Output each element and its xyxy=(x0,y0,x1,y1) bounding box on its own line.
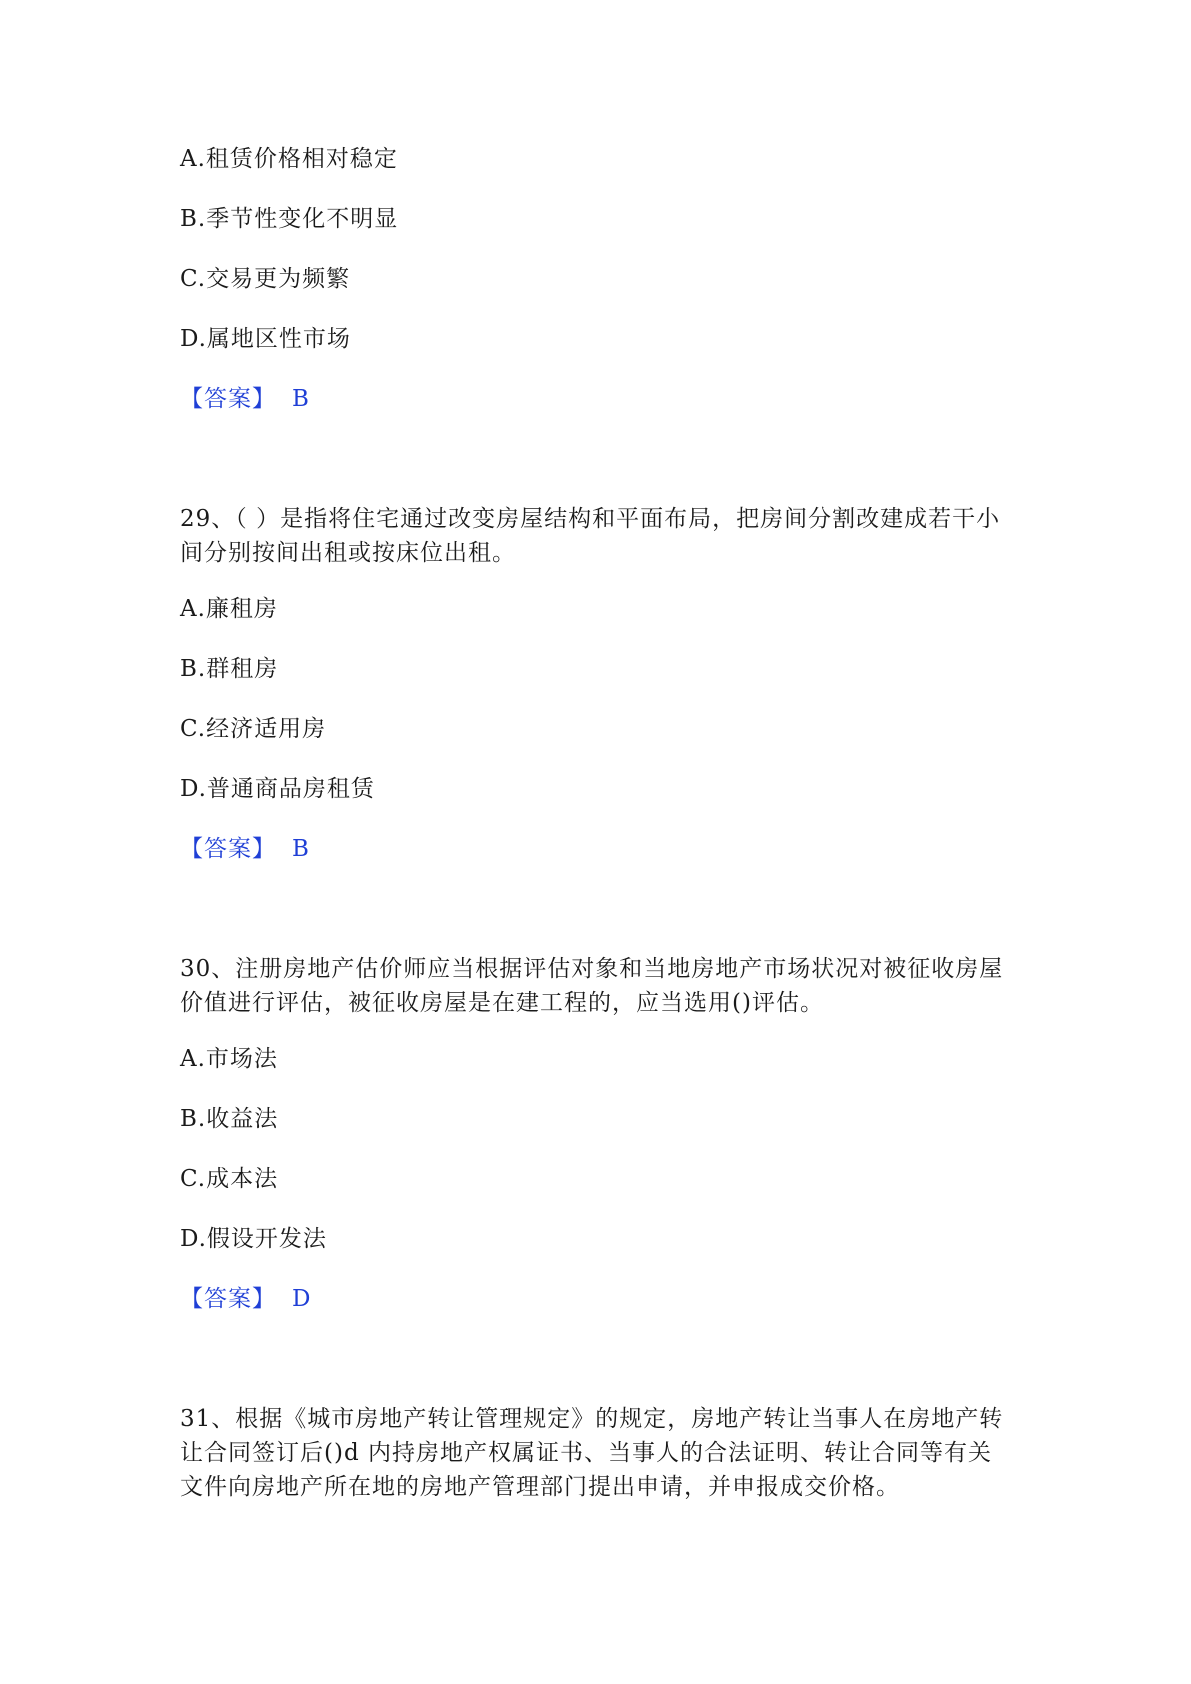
answer-line xyxy=(180,1284,311,1314)
answer-line xyxy=(180,384,310,414)
answer-value: D xyxy=(292,1286,312,1312)
question-31-line-3: 文件向房地产所在地的房地产管理部门提出申请，并申报成交价格。 xyxy=(180,1474,900,1500)
option-c: C.成本法 xyxy=(180,1166,279,1192)
option-d: D.普通商品房租赁 xyxy=(180,776,375,802)
answer-line xyxy=(180,834,310,864)
option-b: B.群租房 xyxy=(180,656,279,682)
option-d: D.属地区性市场 xyxy=(180,326,351,352)
question-29-line-1: 29、（ ）是指将住宅通过改变房屋结构和平面布局，把房间分割改建成若干小 xyxy=(180,506,1001,532)
option-c: C.经济适用房 xyxy=(180,716,327,742)
option-a: A.租赁价格相对稳定 xyxy=(180,146,398,172)
question-31-line-1: 31、根据《城市房地产转让管理规定》的规定，房地产转让当事人在房地产转 xyxy=(180,1406,1004,1432)
answer-label: 【答案】 xyxy=(180,1286,276,1312)
option-d: D.假设开发法 xyxy=(180,1226,327,1252)
option-c: C.交易更为频繁 xyxy=(180,266,351,292)
answer-label: 【答案】 xyxy=(180,386,276,412)
question-31-line-2: 让合同签订后()d 内持房地产权属证书、当事人的合法证明、转让合同等有关 xyxy=(180,1440,992,1466)
answer-value: B xyxy=(292,386,310,412)
answer-value: B xyxy=(292,836,310,862)
answer-label: 【答案】 xyxy=(180,836,276,862)
question-29-line-2: 间分别按间出租或按床位出租。 xyxy=(180,540,516,566)
option-b: B.季节性变化不明显 xyxy=(180,206,399,232)
question-30-line-1: 30、注册房地产估价师应当根据评估对象和当地房地产市场状况对被征收房屋 xyxy=(180,956,1004,982)
option-a: A.市场法 xyxy=(180,1046,278,1072)
option-a: A.廉租房 xyxy=(180,596,278,622)
option-b: B.收益法 xyxy=(180,1106,279,1132)
question-30-line-2: 价值进行评估，被征收房屋是在建工程的，应当选用()评估。 xyxy=(180,990,824,1016)
